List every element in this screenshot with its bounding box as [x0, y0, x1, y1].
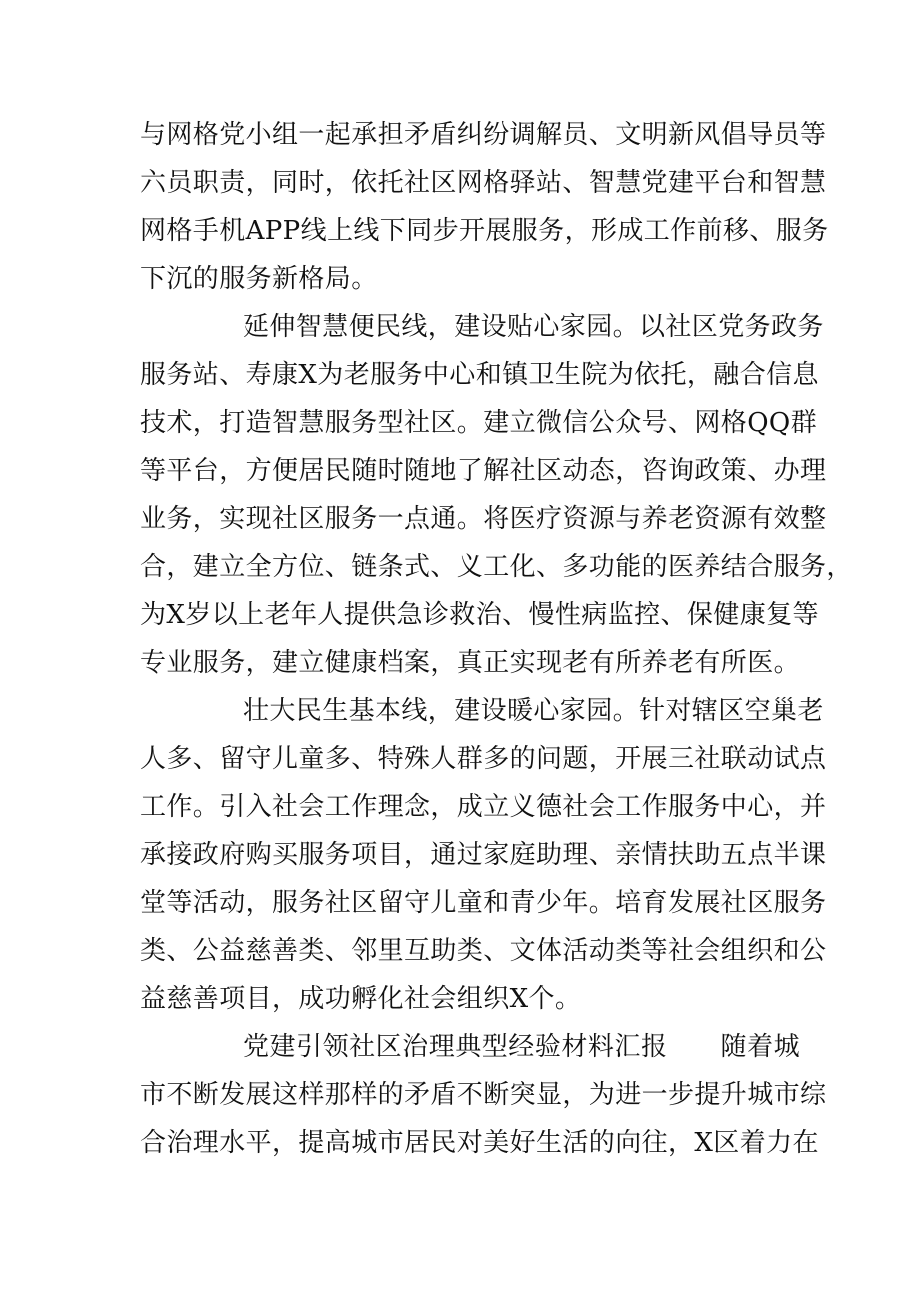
text-line-22: 合治理水平，提高城市居民对美好生活的向往，X区着力在: [140, 1128, 819, 1158]
text-line-14: 人多、留守儿童多、特殊人群多的问题，开展三社联动试点: [140, 744, 827, 774]
text-line-9: 业务，实现社区服务一点通。将医疗资源与养老资源有效整: [140, 504, 827, 534]
text-line-15: 工作。引入社会工作理念，成立义德社会工作服务中心，并: [140, 792, 827, 822]
text-line-19: 益慈善项目，成功孵化社会组织X个。: [140, 984, 582, 1014]
text-line-3: 网格手机APP线上线下同步开展服务，形成工作前移、服务: [140, 216, 829, 246]
text-line-8: 等平台，方便居民随时随地了解社区动态，咨询政策、办理: [140, 456, 827, 486]
text-line-4: 下沉的服务新格局。: [140, 264, 378, 294]
paragraph-heading-smart-service: 延伸智慧便民线，建设贴心家园。以社区党务政务: [243, 312, 824, 342]
text-line-21: 市不断发展这样那样的矛盾不断突显，为进一步提升城市综: [140, 1080, 827, 1110]
text-line-10: 合，建立全方位、链条式、义工化、多功能的医养结合服务，: [140, 552, 853, 582]
text-line-18: 类、公益慈善类、邻里互助类、文体活动类等社会组织和公: [140, 936, 827, 966]
text-line-2: 六员职责，同时，依托社区网格驿站、智慧党建平台和智慧: [140, 168, 827, 198]
text-line-1: 与网格党小组一起承担矛盾纠纷调解员、文明新风倡导员等: [140, 120, 827, 150]
paragraph-heading-report: 党建引领社区治理典型经验材料汇报 随着城: [243, 1032, 800, 1062]
text-line-7: 技术，打造智慧服务型社区。建立微信公众号、网格QQ群: [140, 408, 818, 438]
text-line-6: 服务站、寿康X为老服务中心和镇卫生院为依托，融合信息: [140, 360, 819, 390]
text-line-16: 承接政府购买服务项目，通过家庭助理、亲情扶助五点半课: [140, 840, 827, 870]
text-line-12: 专业服务，建立健康档案，真正实现老有所养老有所医。: [140, 648, 801, 678]
text-line-17: 堂等活动，服务社区留守儿童和青少年。培育发展社区服务: [140, 888, 827, 918]
text-line-11: 为X岁以上老年人提供急诊救治、慢性病监控、保健康复等: [140, 600, 819, 630]
paragraph-heading-livelihood: 壮大民生基本线，建设暖心家园。针对辖区空巢老: [243, 696, 824, 726]
